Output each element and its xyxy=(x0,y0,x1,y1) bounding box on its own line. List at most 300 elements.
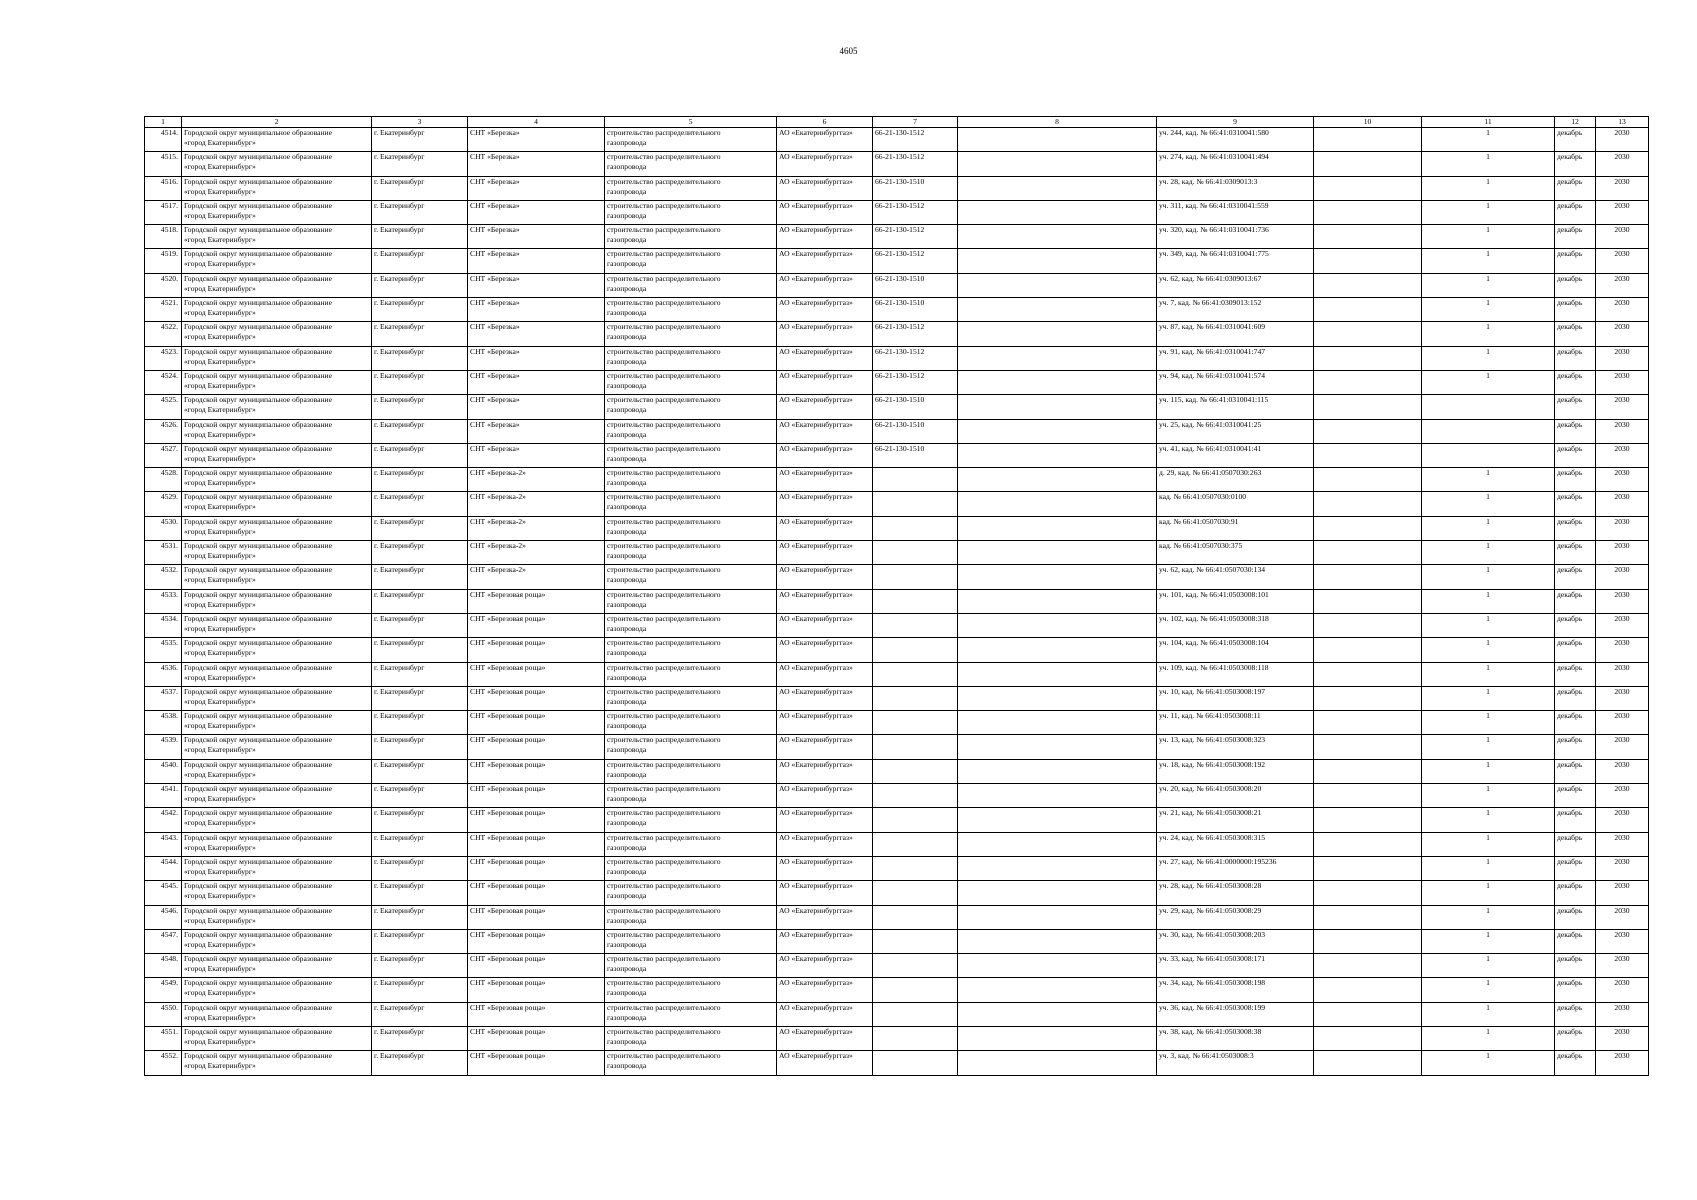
purpose-cell xyxy=(605,662,777,686)
code-cell: 66-21-130-1512 xyxy=(873,225,958,249)
empty-cell xyxy=(958,419,1157,443)
row-number: 4542. xyxy=(145,808,182,832)
organization-cell: АО «Екатеринбурггаз» xyxy=(777,176,873,200)
purpose-cell-line: строительство распределительного xyxy=(607,954,721,964)
purpose-cell-line: строительство распределительного xyxy=(607,346,721,356)
city-cell: г. Екатеринбург xyxy=(372,419,468,443)
code-cell xyxy=(873,784,958,808)
owner-cell xyxy=(182,298,372,322)
owner-cell xyxy=(182,370,372,394)
code-cell xyxy=(873,929,958,953)
purpose-cell-line: газопровода xyxy=(607,769,647,779)
address-cell: уч. 91, кад. № 66:41:0310041:747 xyxy=(1157,346,1314,370)
year-cell: 2030 xyxy=(1596,662,1649,686)
year-cell: 2030 xyxy=(1596,905,1649,929)
purpose-cell-line: строительство распределительного xyxy=(607,735,721,745)
object-cell: СНТ «Березовая роща» xyxy=(468,759,605,783)
quantity-cell: 1 xyxy=(1422,541,1555,565)
owner-cell-line: Городской округ муниципальное образование xyxy=(184,322,332,332)
code-cell xyxy=(873,856,958,880)
organization-cell: АО «Екатеринбурггаз» xyxy=(777,128,873,152)
owner-cell-line: «город Екатеринбург» xyxy=(184,210,256,220)
row-number: 4522. xyxy=(145,322,182,346)
object-cell: СНТ «Березовая роща» xyxy=(468,589,605,613)
address-cell: уч. 104, кад. № 66:41:0503008:104 xyxy=(1157,638,1314,662)
city-cell: г. Екатеринбург xyxy=(372,759,468,783)
table-row xyxy=(145,905,1649,929)
purpose-cell-line: строительство распределительного xyxy=(607,516,721,526)
table-row xyxy=(145,662,1649,686)
address-cell: уч. 34, кад. № 66:41:0503008:198 xyxy=(1157,978,1314,1002)
month-cell: декабрь xyxy=(1555,200,1596,224)
purpose-cell-line: строительство распределительного xyxy=(607,1051,721,1061)
owner-cell-line: «город Екатеринбург» xyxy=(184,891,256,901)
owner-cell-line: Городской округ муниципальное образование xyxy=(184,881,332,891)
table-row xyxy=(145,492,1649,516)
object-cell: СНТ «Березовая роща» xyxy=(468,686,605,710)
purpose-cell xyxy=(605,881,777,905)
purpose-cell-line: строительство распределительного xyxy=(607,929,721,939)
owner-cell-line: «город Екатеринбург» xyxy=(184,186,256,196)
owner-cell xyxy=(182,881,372,905)
empty-cell xyxy=(1314,662,1422,686)
owner-cell-line: «город Екатеринбург» xyxy=(184,769,256,779)
address-cell: уч. 11, кад. № 66:41:0503008:11 xyxy=(1157,711,1314,735)
owner-cell-line: «город Екатеринбург» xyxy=(184,866,256,876)
purpose-cell-line: газопровода xyxy=(607,939,647,949)
purpose-cell-line: газопровода xyxy=(607,672,647,682)
object-cell: СНТ «Березовая роща» xyxy=(468,905,605,929)
organization-cell: АО «Екатеринбурггаз» xyxy=(777,711,873,735)
owner-cell-line: Городской округ муниципальное образование xyxy=(184,200,332,210)
purpose-cell-line: строительство распределительного xyxy=(607,249,721,259)
purpose-cell xyxy=(605,808,777,832)
owner-cell-line: Городской округ муниципальное образование xyxy=(184,176,332,186)
month-cell: декабрь xyxy=(1555,419,1596,443)
column-header: 10 xyxy=(1314,117,1422,128)
purpose-cell xyxy=(605,176,777,200)
owner-cell xyxy=(182,346,372,370)
month-cell: декабрь xyxy=(1555,128,1596,152)
empty-cell xyxy=(1314,1026,1422,1050)
empty-cell xyxy=(958,128,1157,152)
year-cell: 2030 xyxy=(1596,978,1649,1002)
row-number: 4531. xyxy=(145,541,182,565)
purpose-cell xyxy=(605,978,777,1002)
table-row xyxy=(145,881,1649,905)
city-cell: г. Екатеринбург xyxy=(372,905,468,929)
month-cell: декабрь xyxy=(1555,443,1596,467)
object-cell: СНТ «Березка-2» xyxy=(468,468,605,492)
owner-cell-line: «город Екатеринбург» xyxy=(184,988,256,998)
organization-cell: АО «Екатеринбурггаз» xyxy=(777,613,873,637)
year-cell: 2030 xyxy=(1596,613,1649,637)
quantity-cell: 1 xyxy=(1422,856,1555,880)
purpose-cell-line: газопровода xyxy=(607,988,647,998)
purpose-cell-line: строительство распределительного xyxy=(607,686,721,696)
city-cell: г. Екатеринбург xyxy=(372,856,468,880)
city-cell: г. Екатеринбург xyxy=(372,662,468,686)
object-cell: СНТ «Березовая роща» xyxy=(468,954,605,978)
organization-cell: АО «Екатеринбурггаз» xyxy=(777,565,873,589)
table-row xyxy=(145,468,1649,492)
city-cell: г. Екатеринбург xyxy=(372,1026,468,1050)
table-row xyxy=(145,565,1649,589)
empty-cell xyxy=(958,468,1157,492)
address-cell: уч. 18, кад. № 66:41:0503008:192 xyxy=(1157,759,1314,783)
purpose-cell-line: газопровода xyxy=(607,891,647,901)
month-cell: декабрь xyxy=(1555,735,1596,759)
city-cell: г. Екатеринбург xyxy=(372,346,468,370)
owner-cell-line: «город Екатеринбург» xyxy=(184,526,256,536)
code-cell xyxy=(873,881,958,905)
city-cell: г. Екатеринбург xyxy=(372,978,468,1002)
empty-cell xyxy=(1314,759,1422,783)
city-cell: г. Екатеринбург xyxy=(372,395,468,419)
address-cell: кад. № 66:41:0507030:91 xyxy=(1157,516,1314,540)
code-cell xyxy=(873,686,958,710)
year-cell: 2030 xyxy=(1596,541,1649,565)
month-cell: декабрь xyxy=(1555,1051,1596,1075)
table-row xyxy=(145,589,1649,613)
purpose-cell xyxy=(605,856,777,880)
empty-cell xyxy=(958,589,1157,613)
purpose-cell-line: строительство распределительного xyxy=(607,395,721,405)
row-number: 4523. xyxy=(145,346,182,370)
city-cell: г. Екатеринбург xyxy=(372,1002,468,1026)
owner-cell-line: «город Екатеринбург» xyxy=(184,818,256,828)
purpose-cell-line: строительство распределительного xyxy=(607,298,721,308)
row-number: 4544. xyxy=(145,856,182,880)
year-cell: 2030 xyxy=(1596,1002,1649,1026)
empty-cell xyxy=(1314,370,1422,394)
owner-cell-line: «город Екатеринбург» xyxy=(184,162,256,172)
address-cell: уч. 28, кад. № 66:41:0503008:28 xyxy=(1157,881,1314,905)
purpose-cell-line: газопровода xyxy=(607,186,647,196)
city-cell: г. Екатеринбург xyxy=(372,541,468,565)
purpose-cell-line: газопровода xyxy=(607,696,647,706)
empty-cell xyxy=(1314,128,1422,152)
object-cell: СНТ «Березка» xyxy=(468,273,605,297)
organization-cell: АО «Екатеринбурггаз» xyxy=(777,1051,873,1075)
owner-cell-line: Городской округ муниципальное образование xyxy=(184,638,332,648)
owner-cell xyxy=(182,711,372,735)
quantity-cell: 1 xyxy=(1422,492,1555,516)
quantity-cell: 1 xyxy=(1422,808,1555,832)
purpose-cell-line: строительство распределительного xyxy=(607,905,721,915)
year-cell: 2030 xyxy=(1596,808,1649,832)
owner-cell-line: «город Екатеринбург» xyxy=(184,283,256,293)
object-cell: СНТ «Березовая роща» xyxy=(468,711,605,735)
purpose-cell-line: газопровода xyxy=(607,429,647,439)
year-cell: 2030 xyxy=(1596,346,1649,370)
month-cell: декабрь xyxy=(1555,929,1596,953)
owner-cell xyxy=(182,686,372,710)
city-cell: г. Екатеринбург xyxy=(372,784,468,808)
purpose-cell-line: строительство распределительного xyxy=(607,176,721,186)
year-cell: 2030 xyxy=(1596,200,1649,224)
code-cell xyxy=(873,1002,958,1026)
year-cell: 2030 xyxy=(1596,298,1649,322)
object-cell: СНТ «Березка» xyxy=(468,370,605,394)
object-cell: СНТ «Березовая роща» xyxy=(468,784,605,808)
object-cell: СНТ «Березка» xyxy=(468,419,605,443)
purpose-cell-line: строительство распределительного xyxy=(607,832,721,842)
purpose-cell xyxy=(605,929,777,953)
empty-cell xyxy=(1314,1051,1422,1075)
quantity-cell: 1 xyxy=(1422,176,1555,200)
organization-cell: АО «Екатеринбурггаз» xyxy=(777,346,873,370)
code-cell xyxy=(873,589,958,613)
owner-cell-line: Городской округ муниципальное образование xyxy=(184,686,332,696)
purpose-cell-line: газопровода xyxy=(607,818,647,828)
quantity-cell: 1 xyxy=(1422,929,1555,953)
quantity-cell: 1 xyxy=(1422,905,1555,929)
owner-cell-line: «город Екатеринбург» xyxy=(184,1036,256,1046)
organization-cell: АО «Екатеринбурггаз» xyxy=(777,929,873,953)
owner-cell-line: Городской округ муниципальное образование xyxy=(184,152,332,162)
object-cell: СНТ «Березовая роща» xyxy=(468,978,605,1002)
row-number: 4539. xyxy=(145,735,182,759)
year-cell: 2030 xyxy=(1596,686,1649,710)
row-number: 4535. xyxy=(145,638,182,662)
owner-cell-line: «город Екатеринбург» xyxy=(184,794,256,804)
empty-cell xyxy=(958,541,1157,565)
column-header: 3 xyxy=(372,117,468,128)
purpose-cell xyxy=(605,711,777,735)
empty-cell xyxy=(958,856,1157,880)
owner-cell-line: Городской округ муниципальное образование xyxy=(184,662,332,672)
year-cell: 2030 xyxy=(1596,419,1649,443)
organization-cell: АО «Екатеринбурггаз» xyxy=(777,200,873,224)
quantity-cell: 1 xyxy=(1422,589,1555,613)
code-cell: 66-21-130-1512 xyxy=(873,200,958,224)
row-number: 4548. xyxy=(145,954,182,978)
owner-cell xyxy=(182,784,372,808)
month-cell: декабрь xyxy=(1555,468,1596,492)
empty-cell xyxy=(958,443,1157,467)
purpose-cell xyxy=(605,492,777,516)
code-cell xyxy=(873,978,958,1002)
empty-cell xyxy=(958,686,1157,710)
owner-cell-line: Городской округ муниципальное образование xyxy=(184,711,332,721)
quantity-cell xyxy=(1422,395,1555,419)
owner-cell-line: «город Екатеринбург» xyxy=(184,405,256,415)
address-cell: уч. 109, кад. № 66:41:0503008:118 xyxy=(1157,662,1314,686)
owner-cell xyxy=(182,152,372,176)
owner-cell xyxy=(182,1051,372,1075)
purpose-cell-line: газопровода xyxy=(607,308,647,318)
purpose-cell-line: газопровода xyxy=(607,526,647,536)
column-header: 1 xyxy=(145,117,182,128)
quantity-cell: 1 xyxy=(1422,128,1555,152)
empty-cell xyxy=(1314,395,1422,419)
code-cell: 66-21-130-1510 xyxy=(873,298,958,322)
object-cell: СНТ «Березовая роща» xyxy=(468,613,605,637)
address-cell: уч. 13, кад. № 66:41:0503008:323 xyxy=(1157,735,1314,759)
purpose-cell xyxy=(605,686,777,710)
organization-cell: АО «Екатеринбурггаз» xyxy=(777,249,873,273)
owner-cell xyxy=(182,443,372,467)
purpose-cell xyxy=(605,1051,777,1075)
purpose-cell-line: строительство распределительного xyxy=(607,881,721,891)
purpose-cell-line: газопровода xyxy=(607,332,647,342)
object-cell: СНТ «Березовая роща» xyxy=(468,856,605,880)
owner-cell-line: Городской округ муниципальное образование xyxy=(184,541,332,551)
object-cell: СНТ «Березовая роща» xyxy=(468,881,605,905)
city-cell: г. Екатеринбург xyxy=(372,711,468,735)
code-cell: 66-21-130-1510 xyxy=(873,273,958,297)
empty-cell xyxy=(1314,443,1422,467)
purpose-cell-line: строительство распределительного xyxy=(607,419,721,429)
organization-cell: АО «Екатеринбурггаз» xyxy=(777,541,873,565)
month-cell: декабрь xyxy=(1555,322,1596,346)
code-cell xyxy=(873,954,958,978)
organization-cell: АО «Екатеринбурггаз» xyxy=(777,516,873,540)
owner-cell-line: «город Екатеринбург» xyxy=(184,721,256,731)
organization-cell: АО «Екатеринбурггаз» xyxy=(777,881,873,905)
owner-cell-line: «город Екатеринбург» xyxy=(184,551,256,561)
organization-cell: АО «Екатеринбурггаз» xyxy=(777,662,873,686)
empty-cell xyxy=(958,492,1157,516)
owner-cell xyxy=(182,905,372,929)
purpose-cell xyxy=(605,273,777,297)
table-row xyxy=(145,443,1649,467)
owner-cell xyxy=(182,273,372,297)
row-number: 4552. xyxy=(145,1051,182,1075)
row-number: 4517. xyxy=(145,200,182,224)
table-row xyxy=(145,832,1649,856)
empty-cell xyxy=(1314,176,1422,200)
empty-cell xyxy=(958,370,1157,394)
owner-cell-line: Городской округ муниципальное образование xyxy=(184,735,332,745)
object-cell: СНТ «Березка» xyxy=(468,152,605,176)
row-number: 4525. xyxy=(145,395,182,419)
address-cell: уч. 10, кад. № 66:41:0503008:197 xyxy=(1157,686,1314,710)
address-cell: уч. 33, кад. № 66:41:0503008:171 xyxy=(1157,954,1314,978)
row-number: 4532. xyxy=(145,565,182,589)
table-row xyxy=(145,273,1649,297)
address-cell: уч. 24, кад. № 66:41:0503008:315 xyxy=(1157,832,1314,856)
owner-cell-line: «город Екатеринбург» xyxy=(184,1061,256,1071)
code-cell: 66-21-130-1512 xyxy=(873,128,958,152)
table-row xyxy=(145,152,1649,176)
address-cell: уч. 29, кад. № 66:41:0503008:29 xyxy=(1157,905,1314,929)
year-cell: 2030 xyxy=(1596,128,1649,152)
city-cell: г. Екатеринбург xyxy=(372,468,468,492)
address-cell: уч. 41, кад. № 66:41:0310041:41 xyxy=(1157,443,1314,467)
owner-cell-line: Городской округ муниципальное образование xyxy=(184,784,332,794)
empty-cell xyxy=(958,905,1157,929)
purpose-cell xyxy=(605,759,777,783)
table-row xyxy=(145,322,1649,346)
month-cell: декабрь xyxy=(1555,346,1596,370)
table-row xyxy=(145,808,1649,832)
quantity-cell: 1 xyxy=(1422,711,1555,735)
month-cell: декабрь xyxy=(1555,516,1596,540)
owner-cell xyxy=(182,200,372,224)
city-cell: г. Екатеринбург xyxy=(372,273,468,297)
code-cell: 66-21-130-1510 xyxy=(873,419,958,443)
owner-cell xyxy=(182,468,372,492)
month-cell: декабрь xyxy=(1555,176,1596,200)
address-cell: уч. 36, кад. № 66:41:0503008:199 xyxy=(1157,1002,1314,1026)
organization-cell: АО «Екатеринбурггаз» xyxy=(777,978,873,1002)
code-cell xyxy=(873,565,958,589)
table-row xyxy=(145,419,1649,443)
empty-cell xyxy=(1314,589,1422,613)
purpose-cell-line: газопровода xyxy=(607,1061,647,1071)
month-cell: декабрь xyxy=(1555,249,1596,273)
empty-cell xyxy=(958,152,1157,176)
column-header: 12 xyxy=(1555,117,1596,128)
city-cell: г. Екатеринбург xyxy=(372,225,468,249)
owner-cell-line: «город Екатеринбург» xyxy=(184,745,256,755)
owner-cell-line: Городской округ муниципальное образование xyxy=(184,856,332,866)
purpose-cell-line: строительство распределительного xyxy=(607,273,721,283)
owner-cell-line: «город Екатеринбург» xyxy=(184,696,256,706)
empty-cell xyxy=(958,759,1157,783)
code-cell xyxy=(873,613,958,637)
city-cell: г. Екатеринбург xyxy=(372,128,468,152)
purpose-cell xyxy=(605,346,777,370)
empty-cell xyxy=(1314,905,1422,929)
purpose-cell xyxy=(605,954,777,978)
empty-cell xyxy=(958,200,1157,224)
month-cell: декабрь xyxy=(1555,152,1596,176)
purpose-cell-line: газопровода xyxy=(607,380,647,390)
owner-cell xyxy=(182,735,372,759)
address-cell: д. 29, кад. № 66:41:0507030:263 xyxy=(1157,468,1314,492)
column-header: 13 xyxy=(1596,117,1649,128)
empty-cell xyxy=(1314,856,1422,880)
quantity-cell: 1 xyxy=(1422,200,1555,224)
owner-cell-line: «город Екатеринбург» xyxy=(184,259,256,269)
empty-cell xyxy=(1314,322,1422,346)
purpose-cell-line: газопровода xyxy=(607,794,647,804)
row-number: 4528. xyxy=(145,468,182,492)
purpose-cell-line: строительство распределительного xyxy=(607,443,721,453)
purpose-cell-line: газопровода xyxy=(607,721,647,731)
object-cell: СНТ «Березовая роща» xyxy=(468,832,605,856)
table-row xyxy=(145,128,1649,152)
column-header: 9 xyxy=(1157,117,1314,128)
owner-cell xyxy=(182,249,372,273)
month-cell: декабрь xyxy=(1555,395,1596,419)
owner-cell-line: Городской округ муниципальное образование xyxy=(184,395,332,405)
purpose-cell-line: газопровода xyxy=(607,259,647,269)
city-cell: г. Екатеринбург xyxy=(372,176,468,200)
quantity-cell: 1 xyxy=(1422,881,1555,905)
empty-cell xyxy=(958,662,1157,686)
quantity-cell: 1 xyxy=(1422,1026,1555,1050)
object-cell: СНТ «Березка» xyxy=(468,443,605,467)
month-cell: декабрь xyxy=(1555,686,1596,710)
city-cell: г. Екатеринбург xyxy=(372,686,468,710)
owner-cell xyxy=(182,613,372,637)
owner-cell xyxy=(182,954,372,978)
year-cell: 2030 xyxy=(1596,1026,1649,1050)
row-number: 4516. xyxy=(145,176,182,200)
empty-cell xyxy=(1314,978,1422,1002)
owner-cell-line: «город Екатеринбург» xyxy=(184,1012,256,1022)
quantity-cell: 1 xyxy=(1422,1002,1555,1026)
owner-cell xyxy=(182,929,372,953)
empty-cell xyxy=(1314,516,1422,540)
owner-cell xyxy=(182,662,372,686)
city-cell: г. Екатеринбург xyxy=(372,832,468,856)
purpose-cell-line: газопровода xyxy=(607,138,647,147)
